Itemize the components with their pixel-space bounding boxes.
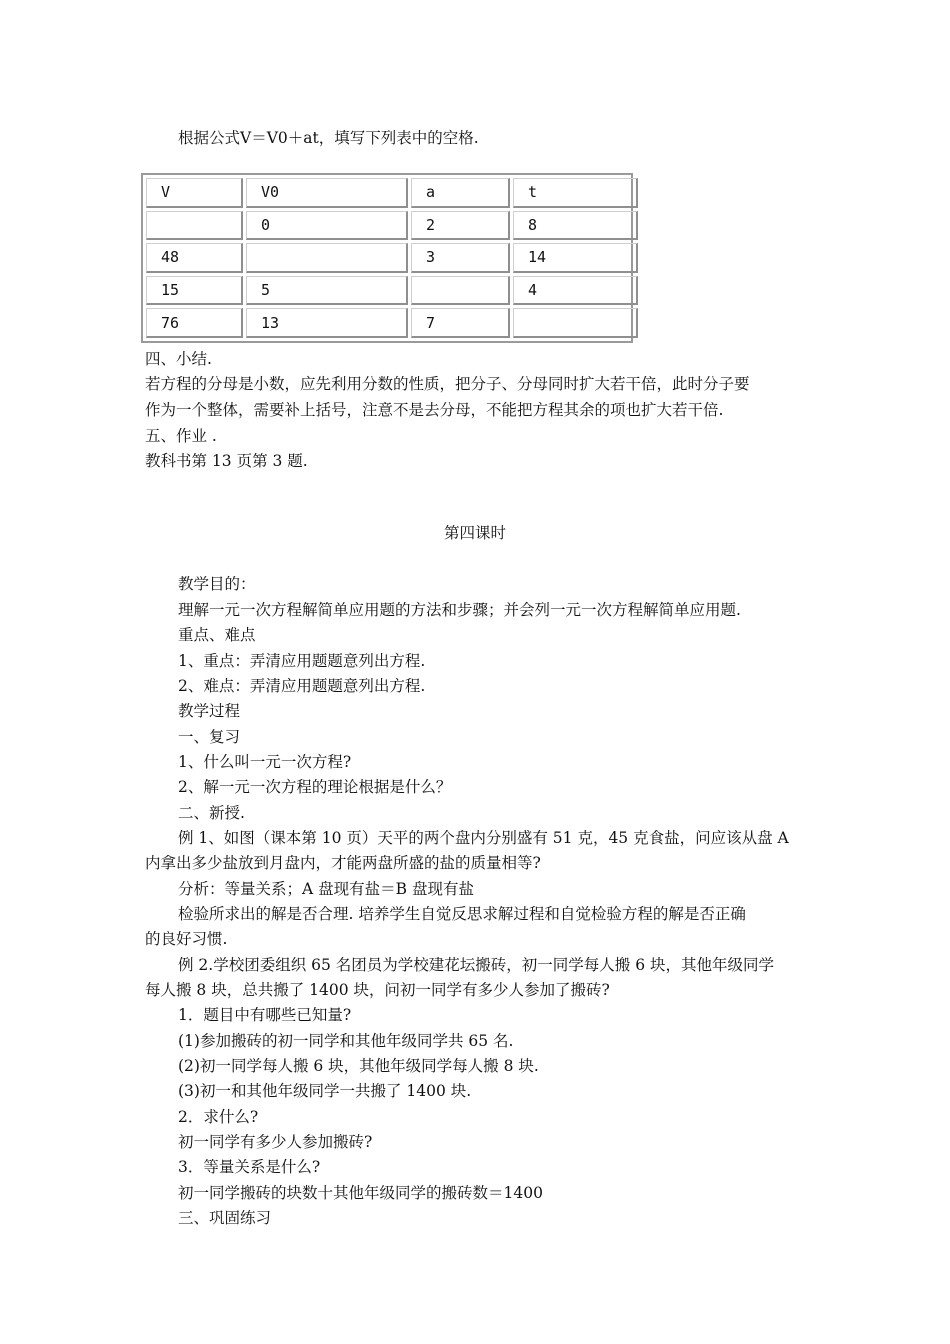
question-1: 1．题目中有哪些已知量? [178, 1006, 352, 1024]
table-cell: 48 [146, 243, 243, 273]
goal-text: 理解一元一次方程解简单应用题的方法和步骤；并会列一元一次方程解简单应用题. [178, 601, 741, 619]
difficult-point: 2、难点：弄清应用题题意列出方程. [178, 677, 426, 695]
table-cell: 15 [146, 276, 243, 306]
key-heading: 重点、难点 [178, 626, 256, 644]
lesson-title: 第四课时 [443, 524, 506, 542]
table-cell: 0 [246, 211, 408, 241]
table-cell: 14 [513, 243, 638, 273]
practice-heading: 三、巩固练习 [178, 1209, 272, 1227]
question-2-answer: 初一同学有多少人参加搬砖? [178, 1133, 373, 1151]
formula-grid [143, 175, 641, 341]
question-1-item-2: (2)初一同学每人搬 6 块，其他年级同学每人搬 8 块. [178, 1057, 539, 1075]
table-cell [513, 308, 638, 338]
example-1-line-1: 例 1、如图（课本第 10 页）天平的两个盘内分别盛有 51 克，45 克食盐，问应该从盘 A [178, 829, 789, 847]
question-1-item-1: (1)参加搬砖的初一同学和其他年级同学共 65 名. [178, 1032, 514, 1050]
question-2: 2．求什么? [178, 1108, 259, 1126]
homework-heading: 五、作业 . [145, 427, 217, 445]
new-heading: 二、新授. [178, 804, 245, 822]
table-cell [411, 276, 510, 306]
example-2-line-2: 每人搬 8 块，总共搬了 1400 块，问初一同学有多少人参加了搬砖? [145, 981, 610, 999]
table-cell: 8 [513, 211, 638, 241]
header-a: a [411, 178, 510, 208]
table-row [146, 276, 638, 306]
table-row [146, 243, 638, 273]
review-question-2: 2、解一元一次方程的理论根据是什么？ [178, 778, 452, 796]
table-cell: 7 [411, 308, 510, 338]
homework-text: 教科书第 13 页第 3 题. [145, 452, 308, 470]
goal-heading: 教学目的： [178, 575, 256, 593]
table-cell: 5 [246, 276, 408, 306]
review-heading: 一、复习 [178, 728, 241, 746]
question-1-item-3: (3)初一和其他年级同学一共搬了 1400 块. [178, 1082, 472, 1100]
table-cell [146, 211, 243, 241]
example-2-line-1: 例 2.学校团委组织 65 名团员为学校建花坛搬砖，初一同学每人搬 6 块，其他年级同学 [178, 956, 775, 974]
table-row [146, 211, 638, 241]
key-point: 1、重点：弄清应用题题意列出方程. [178, 652, 426, 670]
table-row [146, 308, 638, 338]
check-line-2: 的良好习惯. [145, 930, 228, 948]
summary-heading: 四、小结. [145, 350, 212, 368]
process-heading: 教学过程 [178, 702, 241, 720]
review-question-1: 1、什么叫一元一次方程? [178, 753, 352, 771]
table-header-row [146, 178, 638, 208]
check-line-1: 检验所求出的解是否合理. 培养学生自觉反思求解过程和自觉检验方程的解是否正确 [178, 905, 746, 923]
table-cell: 13 [246, 308, 408, 338]
header-t: t [513, 178, 638, 208]
question-3-answer: 初一同学搬砖的块数十其他年级同学的搬砖数＝1400 [178, 1184, 543, 1202]
table-cell: 76 [146, 308, 243, 338]
summary-line-1: 若方程的分母是小数，应先利用分数的性质，把分子、分母同时扩大若干倍，此时分子要 [145, 375, 750, 393]
formula-table [141, 173, 633, 343]
header-v: V [146, 178, 243, 208]
analysis-text: 分析：等量关系；A 盘现有盐＝B 盘现有盐 [178, 880, 474, 898]
question-3: 3．等量关系是什么? [178, 1158, 321, 1176]
summary-line-2: 作为一个整体，需要补上括号，注意不是去分母，不能把方程其余的项也扩大若干倍. [145, 401, 724, 419]
table-cell: 3 [411, 243, 510, 273]
intro-text: 根据公式V＝V0＋at，填写下列表中的空格. [178, 129, 479, 147]
header-v0: V0 [246, 178, 408, 208]
example-1-line-2: 内拿出多少盐放到月盘内，才能两盘所盛的盐的质量相等? [145, 854, 541, 872]
table-cell: 2 [411, 211, 510, 241]
table-cell: 4 [513, 276, 638, 306]
table-cell [246, 243, 408, 273]
